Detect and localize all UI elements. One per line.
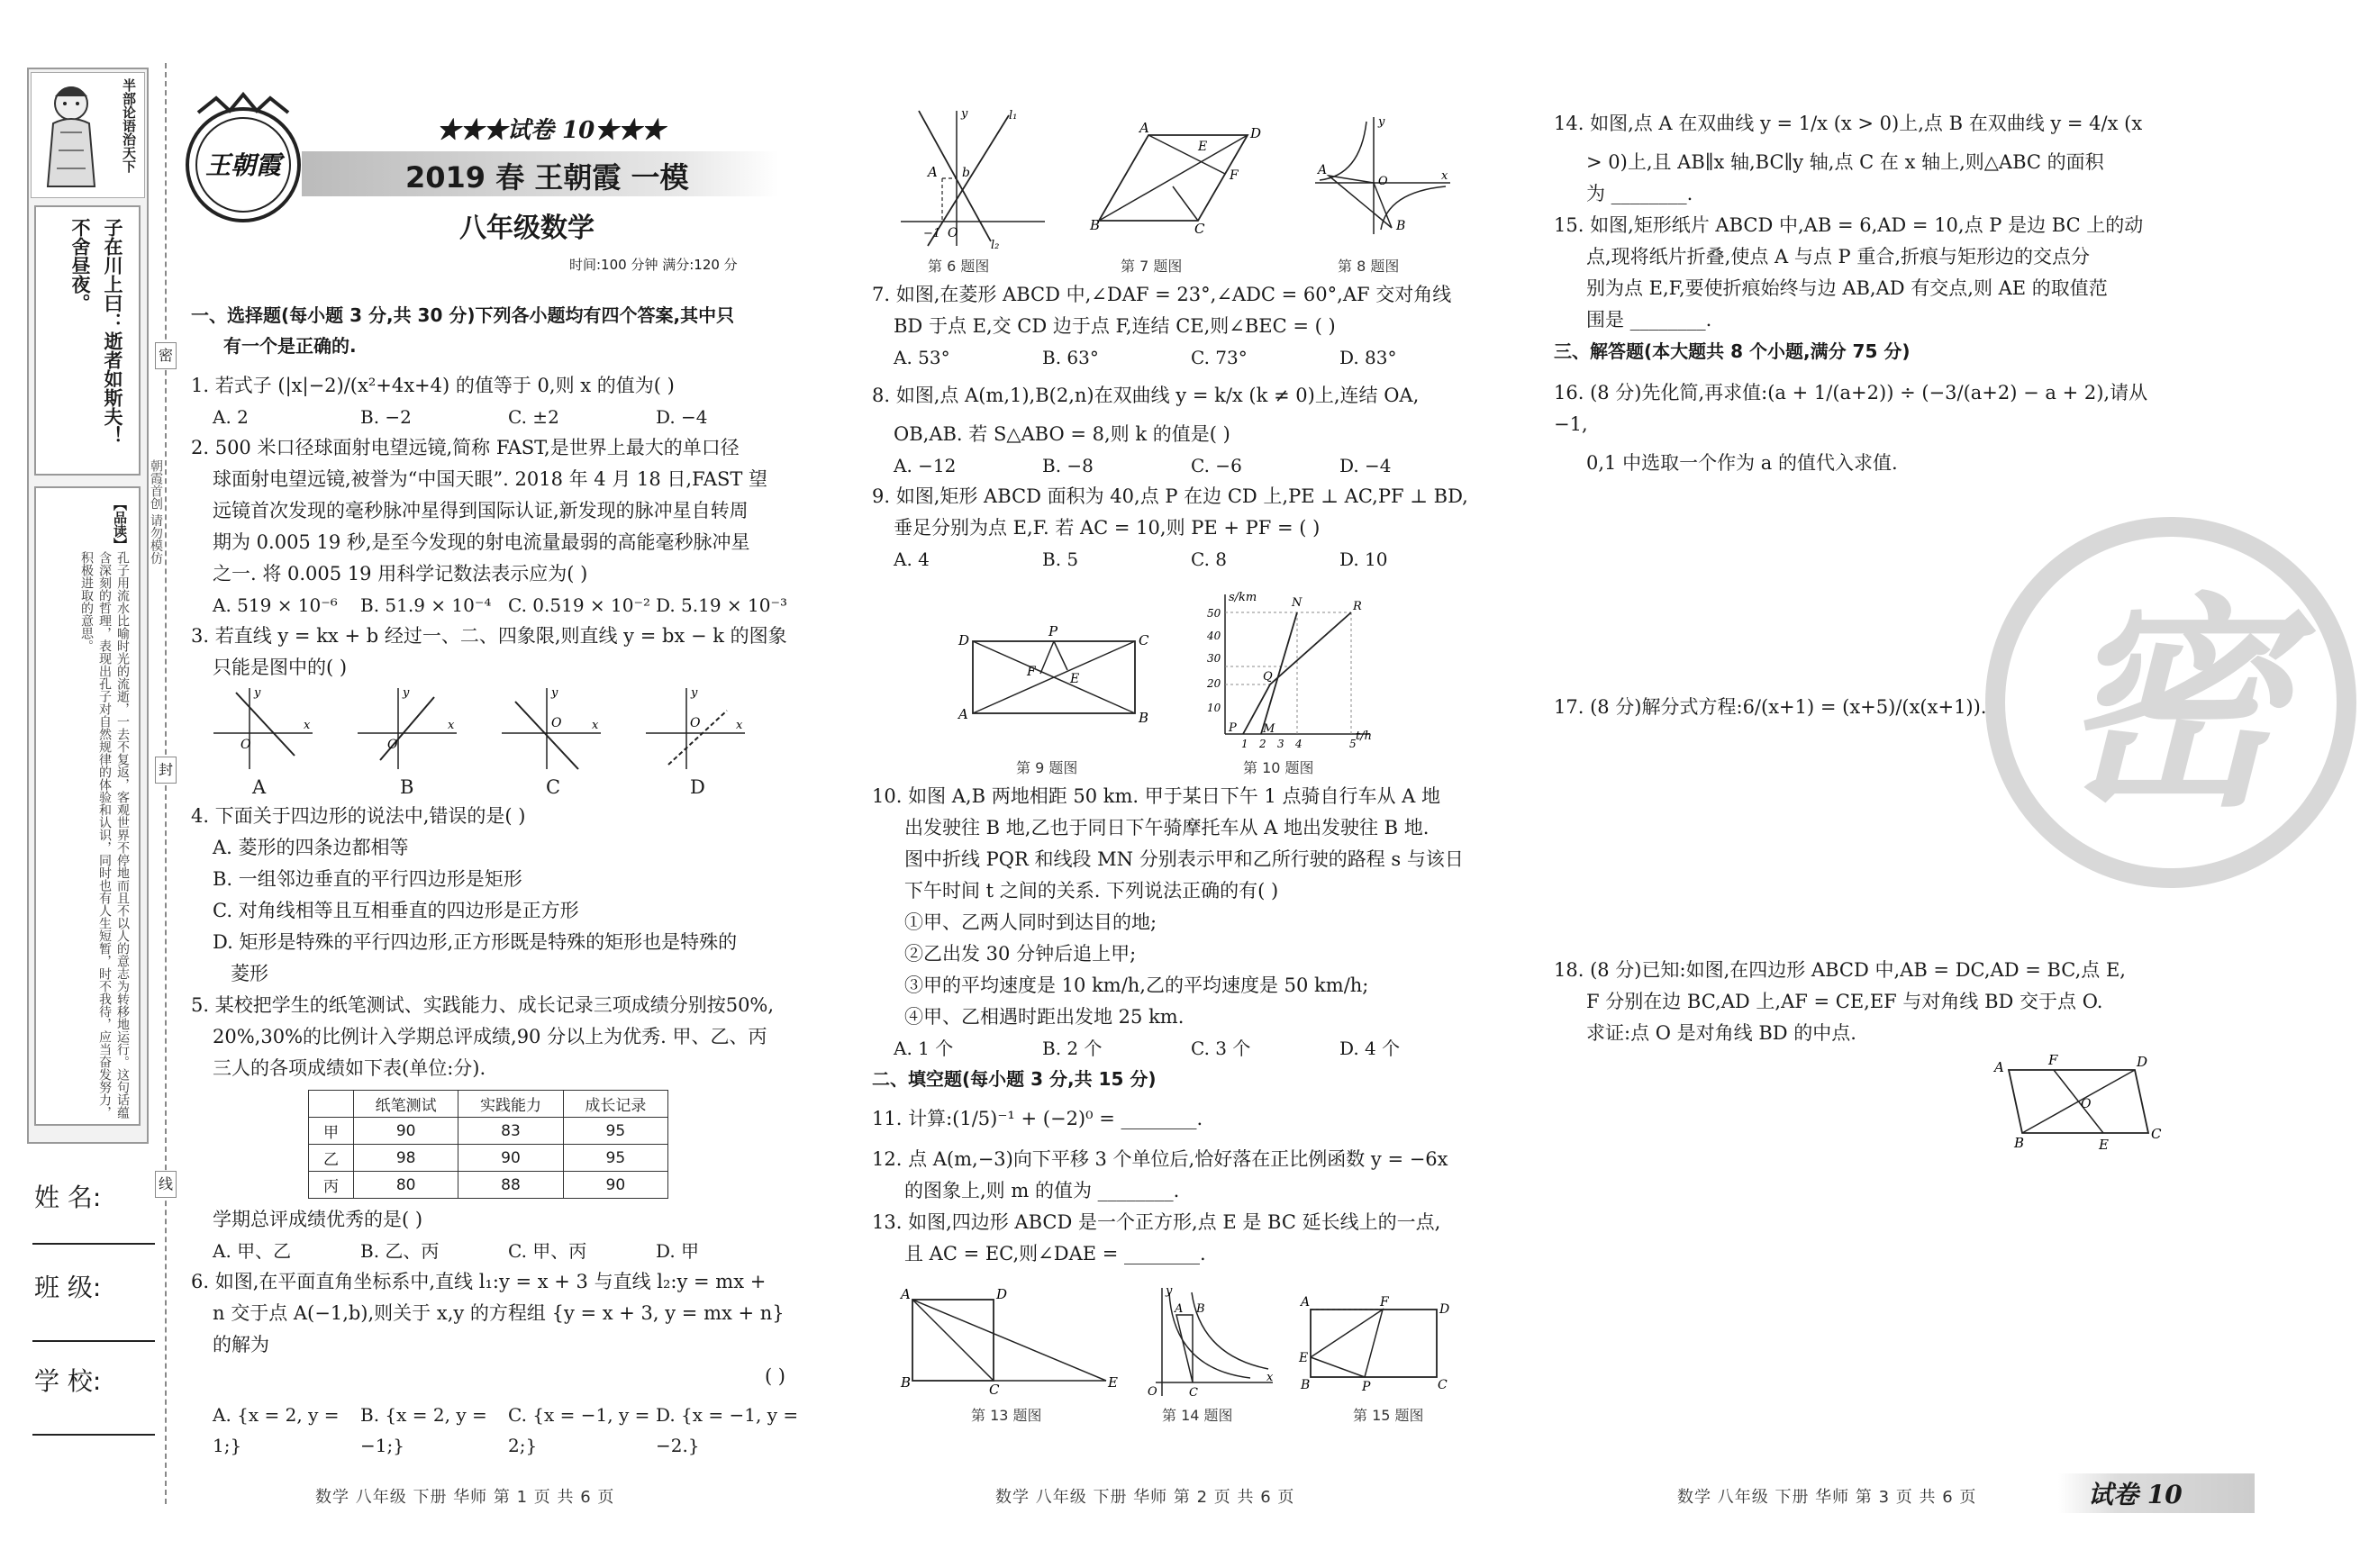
question-18-line: 18. (8 分)已知:如图,在四边形 ABCD 中,AB = DC,AD = BC,点 E,: [1554, 959, 2126, 981]
svg-text:B: B: [1396, 219, 1406, 233]
sidebar-commentary-label: 【品读】: [112, 497, 128, 551]
svg-text:2: 2: [1259, 738, 1266, 750]
question-9-line: 垂足分别为点 E,F. 若 AC = 10,则 PE + PF = ( ): [894, 517, 1321, 539]
svg-text:O: O: [690, 716, 701, 730]
question-2-options: [191, 590, 803, 621]
option[interactable]: C. 甲、丙: [508, 1240, 587, 1262]
option[interactable]: C. 3 个: [1191, 1038, 1251, 1059]
svg-text:O: O: [387, 738, 398, 752]
caption-fig10: 第 10 题图: [1243, 759, 1314, 776]
q3-graph-c[interactable]: [497, 684, 605, 774]
table-header-row: [309, 1091, 668, 1118]
question-2-line: 期为 0.005 19 秒,是至今发现的射电流量最弱的高能毫秒脉冲星: [213, 531, 750, 553]
page-title: 2019 春 王朝霞 一模: [405, 160, 689, 195]
svg-text:E: E: [2099, 1137, 2109, 1153]
column-1: [191, 300, 803, 1461]
question-2-line: 远镜首次发现的毫秒脉冲星得到国际认证,新发现的脉冲星自转周: [213, 500, 749, 521]
sidebar-commentary: 孔子用流水比喻时光的流逝，一去不复返，客观世界不停地而且不以人的意志为转移地运行。这句话蕴含深刻的哲理，表现出孔子对自然规律的体验和认识，同时也有人生短暂，时不我待，应当奋发努力，积极进取的意思。: [79, 551, 130, 1119]
option[interactable]: D. 83°: [1339, 347, 1397, 368]
option[interactable]: C. −6: [1191, 455, 1242, 476]
svg-text:C: C: [2151, 1126, 2162, 1142]
figure-7: [1090, 120, 1262, 237]
option[interactable]: B. 5: [1042, 548, 1079, 570]
option[interactable]: D. −4: [1339, 455, 1392, 476]
question-7-line: BD 于点 E,交 CD 边于点 F,连结 CE,则∠BEC = ( ): [894, 315, 1336, 337]
svg-text:l₂: l₂: [991, 239, 1000, 252]
school-field[interactable]: [32, 1434, 155, 1436]
svg-text:B: B: [2014, 1135, 2025, 1151]
svg-text:O: O: [1378, 175, 1388, 188]
column-2-lower: [872, 781, 1493, 1270]
question-15-line: 点,现将纸片折叠,使点 A 与点 P 重合,折痕与矩形边的交点分: [1586, 246, 2091, 267]
question-10-line: ②乙出发 30 分钟后追上甲;: [904, 943, 1137, 965]
q5-score-table: [308, 1090, 668, 1199]
svg-text:y: y: [961, 107, 968, 121]
sidebar-motto: 半部论语治天下: [121, 78, 137, 173]
option[interactable]: C. 0.519 × 10⁻²: [508, 594, 651, 616]
option[interactable]: B. 2 个: [1042, 1038, 1103, 1059]
seal-char-3: 线: [155, 1171, 177, 1198]
svg-text:D: D: [996, 1286, 1008, 1302]
table-cell: 90: [354, 1118, 458, 1145]
q4-option-a[interactable]: A. 菱形的四条边都相等: [213, 837, 409, 858]
question-10-line: ④甲、乙相遇时距出发地 25 km.: [904, 1006, 1185, 1028]
svg-text:s/km: s/km: [1229, 591, 1257, 604]
table-cell: 丙: [309, 1172, 354, 1199]
question-7-line: 7. 如图,在菱形 ABCD 中,∠DAF = 23°,∠ADC = 60°,AF 交对角线: [872, 284, 1452, 305]
svg-text:C: C: [989, 1382, 1000, 1398]
svg-text:y: y: [691, 686, 698, 700]
svg-text:B: B: [1301, 1378, 1311, 1392]
option[interactable]: D. 4 个: [1339, 1038, 1401, 1059]
class-field[interactable]: [32, 1340, 155, 1342]
question-5-options: [191, 1236, 803, 1266]
mid-note: 朝霞首创 请勿模仿: [149, 459, 163, 565]
question-12-line: 的图象上,则 m 的值为 ________.: [904, 1180, 1180, 1201]
subject-title: 八年级数学: [459, 213, 595, 244]
svg-text:O: O: [2081, 1097, 2092, 1111]
question-10-line: ③甲的平均速度是 10 km/h,乙的平均速度是 50 km/h;: [904, 974, 1369, 996]
question-9-line: 9. 如图,矩形 ABCD 面积为 40,点 P 在边 CD 上,PE ⊥ AC,PF ⊥ BD,: [872, 485, 1468, 507]
question-10-line: 图中折线 PQR 和线段 MN 分别表示甲和乙所行驶的路程 s 与该日: [904, 848, 1464, 870]
footer-page-1: 数学 八年级 下册 华师 第 1 页 共 6 页: [315, 1488, 615, 1507]
svg-text:40: 40: [1207, 630, 1221, 642]
table-cell: 88: [458, 1172, 563, 1199]
column-3: [1554, 108, 2175, 479]
caption-fig14: 第 14 题图: [1162, 1407, 1233, 1424]
figure-6: [892, 106, 1054, 250]
question-10-line: 出发驶往 B 地,乙也于同日下午骑摩托车从 A 地出发驶往 B 地.: [904, 817, 1430, 838]
section-1-title-cont: 有一个是正确的.: [223, 335, 357, 357]
question-17: 17. (8 分)解分式方程:6/(x+1) = (x+5)/(x(x+1)).: [1554, 696, 1987, 718]
question-10-line: ①甲、乙两人同时到达目的地;: [904, 911, 1157, 933]
question-3-line: 只能是图中的( ): [213, 657, 348, 678]
name-label: 姓 名:: [34, 1183, 102, 1212]
option[interactable]: A. {x = 2, y = 1;}: [213, 1404, 340, 1456]
svg-text:y: y: [254, 686, 261, 700]
option[interactable]: C. 73°: [1191, 347, 1248, 368]
watermark-seal: [1982, 513, 2360, 892]
caption-fig8: 第 8 题图: [1338, 258, 1400, 275]
question-5-line: 5. 某校把学生的纸笔测试、实践能力、成长记录三项成绩分别按50%,: [191, 994, 775, 1016]
svg-text:N: N: [1292, 596, 1303, 610]
svg-text:F: F: [2048, 1052, 2058, 1068]
question-1-options: [191, 402, 803, 432]
footer-page-3: 数学 八年级 下册 华师 第 3 页 共 6 页: [1677, 1488, 1977, 1507]
figure-13: [899, 1286, 1124, 1398]
svg-text:F: F: [1027, 665, 1036, 679]
svg-text:A: A: [1301, 1295, 1311, 1310]
svg-text:E: E: [1198, 140, 1208, 154]
option[interactable]: D. {x = −1, y = −2.}: [656, 1404, 799, 1456]
option[interactable]: D. 5.19 × 10⁻³: [656, 594, 788, 616]
svg-text:C: C: [1194, 221, 1205, 237]
svg-text:O: O: [1148, 1385, 1157, 1399]
option[interactable]: A. 2: [213, 406, 249, 428]
svg-text:C: C: [1438, 1378, 1448, 1392]
svg-text:D: D: [1250, 125, 1262, 141]
svg-text:A: A: [901, 1286, 911, 1302]
option[interactable]: A. −12: [894, 455, 957, 476]
svg-text:A: A: [1139, 120, 1149, 136]
q4-option-b[interactable]: B. 一组邻边垂直的平行四边形是矩形: [213, 868, 522, 890]
svg-text:y: y: [403, 686, 410, 700]
question-5-line: 三人的各项成绩如下表(单位:分).: [213, 1057, 486, 1079]
table-cell: 90: [563, 1172, 667, 1199]
school-label: 学 校:: [34, 1366, 102, 1396]
option[interactable]: A. 甲、乙: [213, 1240, 292, 1262]
svg-text:A: A: [928, 164, 938, 180]
option[interactable]: B. 乙、丙: [360, 1240, 440, 1262]
table-row: [309, 1172, 668, 1199]
question-6-line: n 交于点 A(−1,b),则关于 x,y 的方程组 {y = x + 3, y = mx + n} 的解为: [213, 1302, 785, 1355]
svg-text:x: x: [1441, 169, 1448, 183]
svg-text:x: x: [1266, 1371, 1274, 1384]
question-15-line: 围是 ________.: [1586, 309, 1712, 331]
seal-char-1: 密: [155, 342, 177, 369]
table-row: [309, 1118, 668, 1145]
svg-text:4: 4: [1295, 738, 1303, 750]
option[interactable]: A. 519 × 10⁻⁶: [213, 594, 338, 616]
question-14-line: > 0)上,且 AB∥x 轴,BC∥y 轴,点 C 在 x 轴上,则△ABC 的面积: [1586, 151, 2104, 173]
table-cell: 实践能力: [458, 1091, 563, 1118]
svg-text:x: x: [304, 719, 311, 732]
svg-text:5: 5: [1349, 738, 1357, 750]
svg-text:y: y: [1166, 1284, 1173, 1298]
caption-fig7: 第 7 题图: [1121, 258, 1183, 275]
svg-text:O: O: [948, 226, 958, 240]
section-2-title: 二、填空题(每小题 3 分,共 15 分): [872, 1068, 1157, 1090]
svg-text:A: A: [1175, 1302, 1184, 1316]
question-10-line: 下午时间 t 之间的关系. 下列说法正确的有( ): [904, 880, 1279, 902]
question-16-line: 0,1 中选取一个作为 a 的值代入求值.: [1586, 452, 1898, 474]
seal-line: [165, 63, 167, 1504]
svg-text:Q: Q: [1263, 670, 1273, 684]
question-7-options: [872, 342, 1493, 373]
svg-text:B: B: [901, 1374, 912, 1391]
q3-label-c: C: [546, 776, 561, 798]
svg-text:E: E: [1299, 1351, 1309, 1365]
option[interactable]: A. 1 个: [894, 1038, 954, 1059]
question-14-line: 14. 如图,点 A 在双曲线 y = 1/x (x > 0)上,点 B 在双曲线 y = 4/x (x: [1554, 113, 2143, 134]
question-16-line: 16. (8 分)先化简,再求值:(a + 1/(a+2)) ÷ (−3/(a+2) − a + 2),请从−1,: [1554, 382, 2148, 435]
svg-text:C: C: [1189, 1386, 1198, 1400]
svg-text:R: R: [1353, 600, 1362, 613]
section-1-title: 一、选择题(每小题 3 分,共 30 分)下列各小题均有四个答案,其中只: [191, 304, 735, 326]
svg-text:E: E: [1108, 1374, 1118, 1391]
table-row: [309, 1145, 668, 1172]
option[interactable]: B. 63°: [1042, 347, 1099, 368]
svg-text:D: D: [1439, 1302, 1450, 1317]
svg-text:A: A: [958, 706, 968, 722]
caption-fig6: 第 6 题图: [928, 258, 990, 275]
confucius-figure: [35, 78, 107, 195]
svg-text:P: P: [1229, 721, 1237, 735]
question-2-line: 2. 500 米口径球面射电望远镜,简称 FAST,是世界上最大的单口径: [191, 437, 740, 458]
question-3-figures: [191, 684, 803, 801]
sidebar-header-box: [31, 72, 145, 198]
q3-label-a: A: [252, 776, 267, 798]
question-1: 1. 若式子 (|x|−2)/(x²+4x+4) 的值等于 0,则 x 的值为( ): [191, 375, 675, 396]
option[interactable]: D. −4: [656, 406, 708, 428]
question-6-options: [191, 1400, 803, 1461]
question-12-line: 12. 点 A(m,−3)向下平移 3 个单位后,恰好落在正比例函数 y = −6x: [872, 1148, 1448, 1170]
table-cell: 成长记录: [563, 1091, 667, 1118]
svg-text:M: M: [1263, 722, 1275, 736]
svg-text:O: O: [551, 716, 562, 730]
svg-text:D: D: [958, 632, 970, 648]
question-6-line: ( ): [764, 1365, 785, 1387]
column-2: [872, 279, 1493, 575]
svg-text:A: A: [1994, 1059, 2004, 1075]
question-5-line: 20%,30%的比例计入学期总评成绩,90 分以上为优秀. 甲、乙、丙: [213, 1026, 767, 1047]
q3-graph-d[interactable]: [641, 684, 749, 774]
svg-text:1: 1: [1241, 738, 1248, 750]
figure-15: [1297, 1290, 1450, 1398]
sidebar-quote1: 子在川上曰：逝者如斯夫！: [102, 218, 123, 445]
svg-text:b: b: [962, 166, 970, 180]
table-cell: 纸笔测试: [354, 1091, 458, 1118]
option[interactable]: D. 甲: [656, 1240, 700, 1262]
svg-text:−1: −1: [923, 227, 941, 240]
svg-text:50: 50: [1207, 607, 1221, 620]
svg-text:B: B: [1090, 217, 1101, 233]
table-cell: 乙: [309, 1145, 354, 1172]
question-8-line: OB,AB. 若 S△ABO = 8,则 k 的值是( ): [894, 423, 1230, 445]
option[interactable]: B. {x = 2, y = −1;}: [360, 1404, 487, 1456]
svg-text:l₁: l₁: [1009, 109, 1018, 122]
q3-graph-a[interactable]: [209, 684, 317, 774]
svg-text:F: F: [1230, 168, 1239, 183]
footer-page-2: 数学 八年级 下册 华师 第 2 页 共 6 页: [995, 1488, 1295, 1507]
question-13-line: 13. 如图,四边形 ABCD 是一个正方形,点 E 是 BC 延长线上的一点,: [872, 1211, 1441, 1233]
question-15-line: 15. 如图,矩形纸片 ABCD 中,AB = 6,AD = 10,点 P 是边 BC 上的动: [1554, 214, 2144, 236]
caption-fig15: 第 15 题图: [1353, 1407, 1424, 1424]
svg-text:B: B: [1196, 1302, 1205, 1316]
q4-option-d-cont: 菱形: [231, 963, 268, 984]
name-field[interactable]: [32, 1243, 155, 1245]
table-cell: 80: [354, 1172, 458, 1199]
figure-14: [1142, 1283, 1277, 1400]
option[interactable]: D. 10: [1339, 548, 1388, 570]
svg-text:30: 30: [1207, 652, 1221, 665]
question-14-line: 为 ________.: [1586, 183, 1693, 204]
svg-text:y: y: [1378, 115, 1385, 129]
question-6-line: 6. 如图,在平面直角坐标系中,直线 l₁:y = x + 3 与直线 l₂:y = mx +: [191, 1271, 767, 1292]
svg-text:O: O: [241, 738, 251, 752]
sidebar-quote-box: [34, 205, 141, 476]
option[interactable]: B. −8: [1042, 455, 1094, 476]
question-8-options: [872, 450, 1493, 481]
svg-text:P: P: [1048, 623, 1058, 639]
svg-text:t/h: t/h: [1356, 730, 1372, 743]
question-2-line: 球面射电望远镜,被誉为“中国天眼”. 2018 年 4 月 18 日,FAST 望: [213, 468, 768, 490]
table-cell: 90: [458, 1145, 563, 1172]
paper-tag-text: 试卷 10: [2088, 1480, 2183, 1509]
question-10-options: [872, 1033, 1493, 1064]
svg-text:20: 20: [1207, 677, 1221, 690]
watermark-char: 密: [2058, 572, 2283, 837]
question-8-line: 8. 如图,点 A(m,1),B(2,n)在双曲线 y = k/x (k ≠ 0)上,连结 OA,: [872, 385, 1420, 406]
figure-8: [1311, 113, 1455, 239]
svg-text:B: B: [1139, 710, 1149, 726]
svg-text:x: x: [736, 719, 743, 732]
time-info: 时间:100 分钟 满分:120 分: [569, 257, 738, 273]
question-2-line: 之一. 将 0.005 19 用科学记数法表示应为( ): [213, 563, 588, 585]
publisher-logo: [180, 95, 306, 230]
q4-option-c[interactable]: C. 对角线相等且互相垂直的四边形是正方形: [213, 900, 579, 921]
svg-text:3: 3: [1277, 738, 1284, 750]
svg-text:y: y: [551, 686, 558, 700]
option[interactable]: C. ±2: [508, 406, 559, 428]
caption-fig13: 第 13 题图: [971, 1407, 1042, 1424]
question-18-line: 求证:点 O 是对角线 BD 的中点.: [1586, 1022, 1856, 1044]
question-4: 4. 下面关于四边形的说法中,错误的是( ): [191, 805, 526, 827]
question-18-line: F 分别在边 BC,AD 上,AF = CE,EF 与对角线 BD 交于点 O.: [1586, 991, 2103, 1012]
table-cell: [309, 1091, 354, 1118]
class-label: 班 级:: [34, 1273, 102, 1302]
section-3-title: 三、解答题(本大题共 8 个小题,满分 75 分): [1554, 340, 1911, 362]
svg-text:E: E: [1070, 672, 1080, 686]
q5-tail: 学期总评成绩优秀的是( ): [213, 1209, 423, 1230]
table-cell: 83: [458, 1118, 563, 1145]
table-cell: 甲: [309, 1118, 354, 1145]
svg-text:x: x: [592, 719, 599, 732]
q3-graph-b[interactable]: [353, 684, 461, 774]
sidebar-commentary-box: [34, 486, 141, 1126]
table-cell: 95: [563, 1118, 667, 1145]
sidebar-quote2: 不舍昼夜。: [69, 218, 91, 313]
q4-option-d[interactable]: D. 矩形是特殊的平行四边形,正方形既是特殊的矩形也是特殊的: [213, 931, 738, 953]
option[interactable]: A. 4: [894, 548, 930, 570]
table-cell: 98: [354, 1145, 458, 1172]
figure-9: [955, 621, 1153, 730]
q3-label-b: B: [400, 776, 414, 798]
question-18: [1554, 955, 2175, 1049]
option[interactable]: C. 8: [1191, 548, 1228, 570]
paper-label: ★★★试卷 10★★★: [437, 117, 666, 144]
option[interactable]: C. {x = −1, y = 2;}: [508, 1404, 650, 1456]
seal-char-2: 封: [155, 757, 177, 784]
logo-text: 王朝霞: [204, 150, 282, 180]
option[interactable]: B. −2: [360, 406, 412, 428]
svg-text:F: F: [1380, 1295, 1389, 1310]
q3-label-d: D: [690, 776, 705, 798]
svg-text:D: D: [2137, 1054, 2148, 1070]
caption-fig9: 第 9 题图: [1016, 759, 1078, 776]
question-15-line: 别为点 E,F,要使折痕始终与边 AB,AD 有交点,则 AE 的取值范: [1586, 277, 2108, 299]
svg-text:10: 10: [1207, 702, 1221, 714]
figure-10: [1198, 590, 1378, 750]
svg-text:C: C: [1139, 632, 1149, 648]
question-10-line: 10. 如图 A,B 两地相距 50 km. 甲于某日下午 1 点骑自行车从 A 地: [872, 785, 1440, 807]
question-9-options: [872, 544, 1493, 575]
svg-text:A: A: [1318, 163, 1328, 177]
svg-text:x: x: [448, 719, 455, 732]
question-3-line: 3. 若直线 y = kx + b 经过一、二、四象限,则直线 y = bx − k 的图象: [191, 625, 787, 647]
question-13-line: 且 AC = EC,则∠DAE = ________.: [904, 1243, 1206, 1264]
question-11: 11. 计算:(1/5)⁻¹ + (−2)⁰ = ________.: [872, 1108, 1203, 1129]
figure-18: [1982, 1052, 2162, 1151]
option[interactable]: A. 53°: [894, 347, 950, 368]
table-cell: 95: [563, 1145, 667, 1172]
option[interactable]: B. 51.9 × 10⁻⁴: [360, 594, 492, 616]
svg-text:P: P: [1362, 1380, 1371, 1394]
